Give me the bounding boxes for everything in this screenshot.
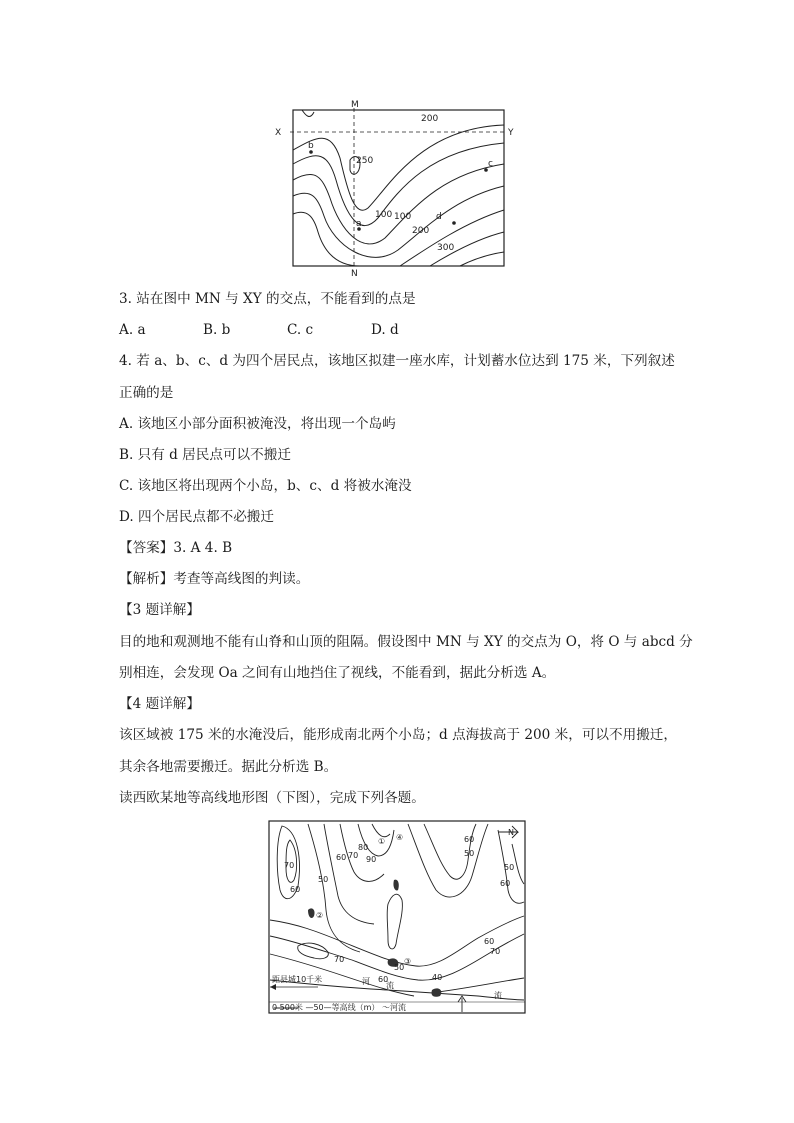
marker-4: ④: [396, 833, 404, 842]
detail4-heading: 【4 题详解】: [119, 696, 200, 712]
q3-options: [119, 320, 399, 340]
c2-50f: 50: [394, 963, 405, 972]
q4-option-d: D. 四个居民点都不必搬迁: [119, 509, 274, 525]
north-label: N: [508, 828, 514, 837]
q3-option-b: B. b: [203, 322, 231, 338]
label-y: Y: [508, 128, 514, 138]
c2-50a: 50: [318, 875, 329, 884]
marker-3: ③: [404, 957, 412, 966]
detail3-heading: 【3 题详解】: [119, 602, 200, 618]
contour-200-top: 200: [421, 114, 439, 124]
c2-60b: 60: [336, 853, 347, 862]
contour-map-2: [268, 820, 528, 1016]
detail4-line2: 其余各地需要搬迁。据此分析选 B。: [119, 759, 338, 775]
c2-50d: 50: [504, 863, 515, 872]
c2-60c: 60: [464, 835, 475, 844]
contour-100-b: 100: [394, 212, 412, 222]
contour-100-a: 100: [375, 210, 393, 220]
c2-70a: 70: [284, 861, 295, 870]
contour-250: 250: [356, 156, 374, 166]
c2-60f: 60: [378, 975, 389, 984]
river-label-1: 河: [362, 977, 370, 986]
answer-line: 【答案】3. A 4. B: [119, 540, 233, 556]
c2-50c: 50: [464, 849, 475, 858]
c2-60e: 60: [484, 937, 495, 946]
intro-next: 读西欧某地等高线地形图（下图），完成下列各题。: [119, 790, 425, 806]
c2-60a: 60: [290, 885, 301, 894]
river-label-2: 流: [386, 981, 394, 990]
c2-80: 80: [358, 843, 369, 852]
contour-300: 300: [437, 243, 455, 253]
q4-stem-line1: 4. 若 a、b、c、d 为四个居民点，该地区拟建一座水库，计划蓄水位达到 175 米，下列叙述: [119, 353, 675, 369]
c2-70b: 70: [348, 851, 359, 860]
q4-stem-line2: 正确的是: [119, 385, 174, 401]
label-x: X: [275, 128, 282, 138]
q3-option-c: C. c: [287, 322, 314, 338]
q3-option-d: D. d: [371, 322, 399, 338]
legend-text: 0 500米 —50—等高线（m） ～河流: [272, 1003, 406, 1012]
point-b: b: [308, 141, 314, 151]
c2-70f: 70: [334, 955, 345, 964]
point-a: a: [356, 219, 362, 229]
q4-option-c: C. 该地区将出现两个小岛，b、c、d 将被水淹没: [119, 478, 412, 494]
c2-60d: 60: [500, 879, 511, 888]
contour-200-low: 200: [412, 226, 430, 236]
detail3-line2: 别相连，会发现 Oa 之间有山地挡住了视线，不能看到，据此分析选 A。: [119, 665, 556, 681]
q3-option-a: A. a: [119, 322, 146, 338]
detail4-line1: 该区域被 175 米的水淹没后，能形成南北两个小岛；d 点海拔高于 200 米，可以不用搬迁，: [119, 727, 677, 743]
c2-90: 90: [366, 855, 377, 864]
town-label: 距县城10千米: [272, 975, 323, 984]
detail3-line1: 目的地和观测地不能有山脊和山顶的阻隔。假设图中 MN 与 XY 的交点为 O，将 O 与 abcd 分: [119, 634, 693, 650]
point-c: c: [488, 159, 493, 169]
label-m: M: [351, 100, 359, 110]
analysis-line: 【解析】考查等高线图的判读。: [119, 571, 310, 587]
c2-40: 40: [432, 973, 443, 982]
point-d: d: [436, 212, 442, 222]
q3-stem: 3. 站在图中 MN 与 XY 的交点，不能看到的点是: [119, 291, 416, 307]
q4-option-a: A. 该地区小部分面积被淹没，将出现一个岛屿: [119, 416, 396, 432]
c2-70e: 70: [490, 947, 501, 956]
river-label-3: 流: [494, 991, 502, 1000]
q4-option-b: B. 只有 d 居民点可以不搬迁: [119, 447, 291, 463]
marker-2: ②: [316, 911, 324, 920]
label-n: N: [351, 269, 358, 278]
marker-1: ①: [378, 837, 386, 846]
contour-map-1: [270, 98, 530, 278]
